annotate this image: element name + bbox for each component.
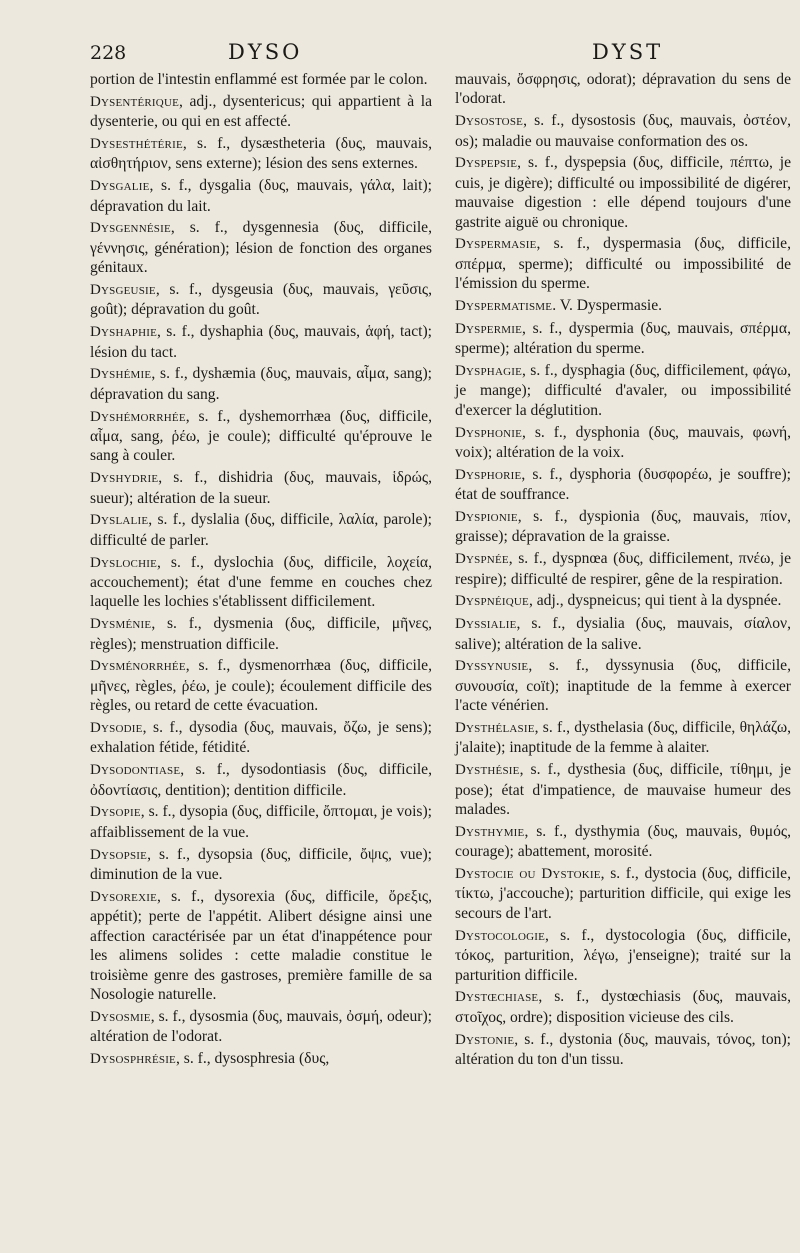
entry-headword: Dysthélasie xyxy=(455,720,535,737)
entry-definition: , s. f., dyspionia (δυς, mauvais, πίον, graisse); dépravation de la graisse. xyxy=(455,508,791,546)
dictionary-entry xyxy=(90,718,432,758)
dictionary-entry xyxy=(455,549,791,589)
entry-headword: Dysopie xyxy=(90,804,141,821)
entry-definition: , s. f., dysæstheteria (δυς, mauvais, αἰσθητήριον, sens externe); lésion des sens externes. xyxy=(90,135,432,173)
entry-definition: mauvais, ὄσφρησις, odorat); dépravation du sens de l'odorat. xyxy=(455,71,791,108)
entry-headword: Dysménorrhée xyxy=(90,658,186,675)
entry-definition: , s. f., dysorexia (δυς, difficile, ὄρεξις, appétit); perte de l'appétit. Alibert désigne ainsi une affection caractérisée par un état d'inappétence pour les alimens solides : cette maladie constitue le troisième genre des gastroses, première famille de sa Nosologie naturelle. xyxy=(90,887,432,1003)
entry-definition: , s. f., dystocia (δυς, difficile, τίκτω, j'accouche); parturition difficile, qui exige les secours de l'art. xyxy=(455,865,792,922)
entry-definition: , s. f., dysphonia (δυς, mauvais, φωνή, voix); altération de la voix. xyxy=(455,423,791,462)
dictionary-entry xyxy=(455,614,791,654)
dictionary-entry xyxy=(90,802,432,842)
entry-headword: Dyslalie xyxy=(90,512,149,529)
entry-definition: , s. f., dyshemorrhæa (δυς, difficile, αἷμα, sang, ῥέω, je coule); difficulté qu'éprouve le sang à couler. xyxy=(90,407,432,465)
entry-headword: Dyshémorrhée xyxy=(90,408,186,425)
entry-headword: Dyssialie xyxy=(455,616,517,633)
entry-definition: , s. f., dyshaphia (δυς, mauvais, ἁφή, tact); lésion du tact. xyxy=(90,323,432,361)
entry-definition: , s. f., dystœchiasis (δυς, mauvais, στοῖχος, ordre); disposition vicieuse des cils. xyxy=(455,988,791,1026)
entry-headword: Dystœchiase xyxy=(455,989,539,1006)
entry-definition: , s. f., dysopia (δυς, difficile, ὄπτομαι, je vois); affaiblissement de la vue. xyxy=(90,803,432,841)
entry-headword: Dyshydrie xyxy=(90,470,159,487)
page-header xyxy=(0,38,800,68)
entry-definition: , s. f., dyslalia (δυς, difficile, λαλία, parole); difficulté de parler. xyxy=(90,511,432,549)
entry-headword: Dysthésie xyxy=(455,762,520,779)
dictionary-entry xyxy=(455,591,791,611)
entry-headword: Dyshémie xyxy=(90,366,152,383)
dictionary-entry xyxy=(455,760,791,819)
dictionary-entry xyxy=(455,153,791,232)
entry-headword: Dysorexie xyxy=(90,888,158,905)
entry-definition: portion de l'intestin enflammé est formée par le colon. xyxy=(90,71,428,88)
entry-headword: Dysopsie xyxy=(90,846,148,863)
dictionary-entry xyxy=(455,465,791,505)
entry-definition: , s. f., dysmenorrhæa (δυς, difficile, μῆνες, règles, ῥέω, je coule); écoulement difficile des règles, ou retard de cette évacuation. xyxy=(90,657,432,715)
entry-headword: Dysgeusie xyxy=(90,282,156,299)
dictionary-entry xyxy=(90,70,432,89)
entry-definition: , s. f., dysostosis (δυς, mauvais, ὀστέον, os); maladie ou mauvaise conformation des os. xyxy=(455,112,791,150)
dictionary-entry xyxy=(90,218,432,277)
entry-definition: , s. f., dysthesia (δυς, difficile, τίθημι, je pose); état d'impatience, de mauvaise humeur des malades. xyxy=(455,761,791,819)
dictionary-entry xyxy=(90,845,432,885)
entry-definition: , s. f., dysthelasia (δυς, difficile, θηλάζω, j'alaite); inaptitude de la femme à alaiter. xyxy=(455,719,791,757)
entry-headword: Dyspermatisme xyxy=(455,298,553,315)
entry-headword: Dyspnée xyxy=(455,551,509,568)
entry-definition: , s. f., dysgalia (δυς, mauvais, γάλα, lait); dépravation du lait. xyxy=(90,177,432,215)
entry-headword: Dyspermie xyxy=(455,320,523,337)
dictionary-entry xyxy=(90,176,432,216)
entry-headword: Dysgalie xyxy=(90,178,150,195)
entry-definition: , adj., dysentericus; qui appartient à la dysenterie, ou qui en est affecté. xyxy=(90,92,432,131)
dictionary-entry xyxy=(455,234,791,293)
entry-headword: Dysphorie xyxy=(455,466,522,483)
entry-headword: Dystocologie xyxy=(455,927,546,944)
entry-definition: . V. Dyspermasie. xyxy=(552,297,663,315)
left-column xyxy=(90,70,432,1072)
entry-definition: , s. f., dyspepsia (δυς, difficile, πέπτω, je cuis, je digère); difficulté ou impossibilité de digérer, mauvaise digestion : elle dépend toujours d'une gastrite aiguë ou chronique. xyxy=(455,154,791,231)
entry-headword: Dysosmie xyxy=(90,1008,151,1025)
dictionary-entry xyxy=(455,111,791,151)
dictionary-entry xyxy=(90,1049,432,1069)
entry-definition: , s. f., dysthymia (δυς, mauvais, θυμός, courage); abattement, morosité. xyxy=(455,822,791,861)
entry-definition: , s. f., dysgeusia (δυς, mauvais, γεῦσις, goût); dépravation du goût. xyxy=(90,281,432,319)
dictionary-entry xyxy=(455,822,791,862)
dictionary-entry xyxy=(90,614,432,654)
right-column xyxy=(455,70,791,1072)
entry-definition: , s. f., dysialia (δυς, mauvais, σίαλον, salive); altération de la salive. xyxy=(455,615,791,653)
entry-definition: , s. f., dysgennesia (δυς, difficile, γέννησις, génération); lésion de fonction des organes génitaux. xyxy=(90,219,432,277)
entry-headword: Dysodie xyxy=(90,720,143,737)
right-running-head: DYST xyxy=(592,40,664,64)
dictionary-entry xyxy=(90,1007,432,1047)
dictionary-entry xyxy=(90,468,432,508)
dictionary-entry xyxy=(455,361,791,420)
dictionary-entry xyxy=(90,553,432,612)
entry-headword: Dyshaphie xyxy=(90,324,158,341)
entry-headword: Dysesthétérie xyxy=(90,136,183,152)
dictionary-entry xyxy=(90,364,432,404)
dictionary-entry xyxy=(455,926,791,985)
dictionary-entry xyxy=(455,70,791,109)
dictionary-entry xyxy=(455,864,791,923)
dictionary-entry xyxy=(90,407,432,466)
page-number: 228 xyxy=(90,42,127,64)
entry-headword: Dysentérique xyxy=(90,93,180,110)
dictionary-entry xyxy=(90,280,432,320)
dictionary-entry xyxy=(455,718,791,758)
entry-definition: , s. f., dysopsia (δυς, difficile, ὄψις, vue); diminution de la vue. xyxy=(90,845,432,884)
dictionary-entry xyxy=(90,760,432,800)
dictionary-entry xyxy=(455,1030,791,1070)
entry-definition: , s. f., dyslochia (δυς, difficile, λοχεία, accouchement); état d'une femme en couches chez laquelle les lochies s'établissent difficilement. xyxy=(90,553,432,611)
entry-definition: , s. f., dysosmia (δυς, mauvais, ὀσμή, odeur); altération de l'odorat. xyxy=(90,1007,432,1046)
entry-headword: Dysostose xyxy=(455,113,524,130)
left-running-head: DYSO xyxy=(228,40,303,64)
dictionary-entry xyxy=(90,887,432,1004)
entry-headword: Dystonie xyxy=(455,1031,515,1048)
entry-definition: , s. f., dyspermia (δυς, mauvais, σπέρμα, sperme); altération du sperme. xyxy=(455,319,791,358)
entry-headword: Dysodontiase xyxy=(90,762,181,779)
entry-headword: Dyspepsie xyxy=(455,155,518,172)
entry-headword: Dyslochie xyxy=(90,554,158,571)
dictionary-entry xyxy=(90,656,432,715)
entry-definition: , s. f., dishidria (δυς, mauvais, ἱδρώς, sueur); altération de la sueur. xyxy=(90,469,432,507)
dictionary-entry xyxy=(455,656,791,715)
entry-headword: Dyspnéique xyxy=(455,593,529,610)
entry-headword: Dysménie xyxy=(90,616,152,633)
dictionary-entry xyxy=(90,322,432,362)
entry-headword: Dysphonie xyxy=(455,424,523,441)
dictionary-entry xyxy=(455,319,791,359)
entry-definition: , s. f., dysodia (δυς, mauvais, ὄζω, je sens); exhalation fétide, fétidité. xyxy=(90,719,432,757)
entry-headword: Dysthymie xyxy=(455,823,525,840)
dictionary-entry xyxy=(90,92,432,132)
entry-definition: , s. f., dysphoria (δυσφορέω, je souffre); état de souffrance. xyxy=(455,465,791,504)
entry-definition: , s. f., dystocologia (δυς, difficile, τόκος, parturition, λέγω, j'enseigne); traité sur la parturition difficile. xyxy=(455,926,791,984)
dictionary-entry xyxy=(90,510,432,550)
entry-headword: Dystocie ou Dystokie xyxy=(455,866,601,883)
dictionary-entry xyxy=(455,423,791,463)
dictionary-entry xyxy=(455,987,791,1027)
entry-headword: Dyssynusie xyxy=(455,658,529,675)
entry-definition: , s. f., dyshæmia (δυς, mauvais, αἷμα, sang); dépravation du sang. xyxy=(90,365,432,403)
entry-headword: Dyspermasie xyxy=(455,236,537,253)
entry-definition: , s. f., dysodontiasis (δυς, difficile, ὀδοντίασις, dentition); dentition difficile. xyxy=(90,761,432,799)
entry-headword: Dyspionie xyxy=(455,509,518,526)
entry-headword: Dysosphrésie xyxy=(90,1050,176,1067)
dictionary-entry xyxy=(455,296,791,316)
entry-definition: , adj., dyspneicus; qui tient à la dyspnée. xyxy=(528,592,782,610)
dictionary-entry xyxy=(455,507,791,547)
entry-definition: , s. f., dystonia (δυς, mauvais, τόνος, ton); altération du ton d'un tissu. xyxy=(455,1030,791,1068)
entry-definition: , s. f., dyssynusia (δυς, difficile, συνουσία, coït); inaptitude de la femme à exercer l'acte vénérien. xyxy=(455,657,791,715)
entry-headword: Dysgennésie xyxy=(90,220,171,237)
entry-definition: , s. f., dyspermasia (δυς, difficile, σπέρμα, sperme); difficulté ou impossibilité de l'émission du sperme. xyxy=(455,235,791,293)
entry-definition: , s. f., dysosphresia (δυς, xyxy=(175,1049,330,1067)
entry-definition: , s. f., dysmenia (δυς, difficile, μῆνες, règles); menstruation difficile. xyxy=(90,615,432,653)
entry-headword: Dysphagie xyxy=(455,363,523,380)
entry-definition: , s. f., dysphagia (δυς, difficilement, φάγω, je mange); difficulté d'avaler, ou impossibilité d'exercer la déglutition. xyxy=(455,362,791,419)
dictionary-entry xyxy=(90,134,432,174)
entry-definition: , s. f., dyspnœa (δυς, difficilement, πνέω, je respire); difficulté de respirer, gêne de la respiration. xyxy=(455,550,791,588)
